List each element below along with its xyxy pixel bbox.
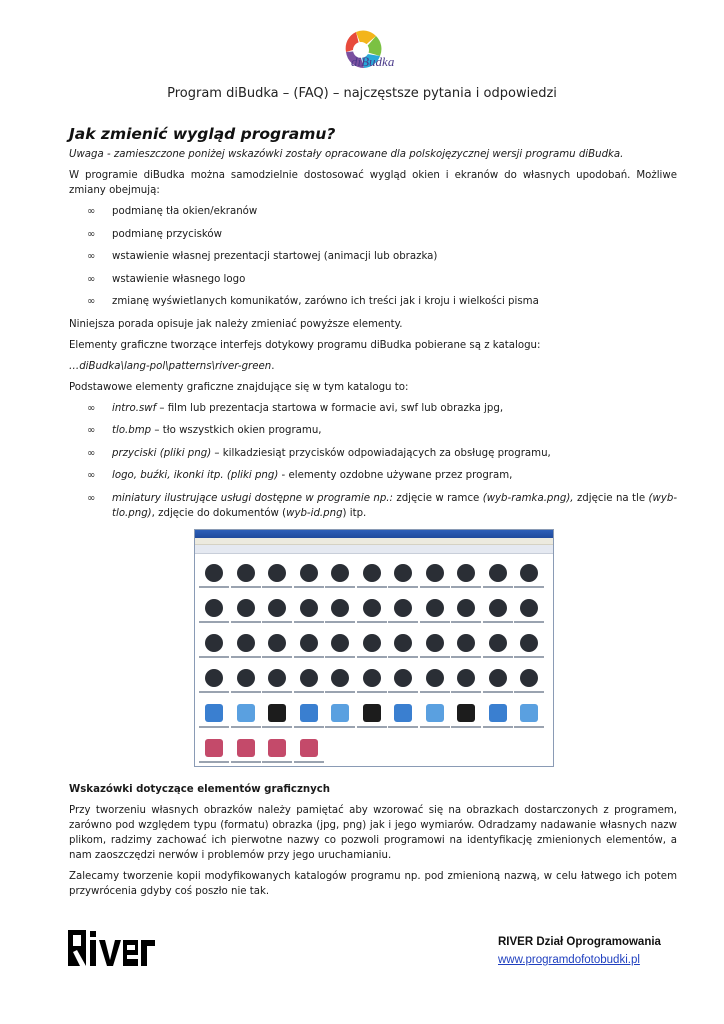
thumbnail-label: [231, 656, 261, 658]
thumbnail-icon: [363, 704, 381, 722]
thumbnail-label: [483, 726, 513, 728]
thumbnail-label: [199, 761, 229, 763]
thumbnail-icon: [331, 599, 349, 617]
thumbnail-label: [388, 586, 418, 588]
thumbnail-label: [483, 621, 513, 623]
thumbnail-label: [483, 586, 513, 588]
thumbnail-icon: [331, 564, 349, 582]
thumbnail-icon: [205, 704, 223, 722]
thumbnail-icon: [331, 704, 349, 722]
thumbnail-icon: [268, 669, 286, 687]
thumbnail-label: [262, 586, 292, 588]
thumbnail-label: [388, 621, 418, 623]
thumbnail-icon: [394, 704, 412, 722]
thumbnail-icon: [457, 704, 475, 722]
thumbnail-label: [294, 726, 324, 728]
thumbnail-label: [388, 726, 418, 728]
thumbnail-icon: [268, 704, 286, 722]
thumbnail-label: [483, 656, 513, 658]
infinity-bullet-icon: ∞: [87, 447, 96, 459]
thumbnail-icon: [268, 564, 286, 582]
list-item: ∞ tlo.bmp – tło wszystkich okien programu,: [87, 425, 322, 436]
screenshot-titlebar: [195, 530, 553, 538]
thumbnail-label: [514, 586, 544, 588]
thumbnail-label: [514, 726, 544, 728]
thumbnail-label: [262, 691, 292, 693]
list-item: ∞ logo, buźki, ikonki itp. (pliki png) - elementy ozdobne używane przez program,: [87, 470, 513, 481]
thumbnail-icon: [363, 669, 381, 687]
thumbnail-icon: [489, 704, 507, 722]
thumbnail-label: [357, 586, 387, 588]
thumbnail-icon: [520, 564, 538, 582]
thumbnail-icon: [268, 739, 286, 757]
thumbnail-icon: [489, 669, 507, 687]
infinity-bullet-icon: ∞: [87, 402, 96, 414]
thumbnail-label: [294, 586, 324, 588]
thumbnail-icon: [205, 669, 223, 687]
thumbnail-label: [451, 691, 481, 693]
thumbnail-label: [231, 691, 261, 693]
advice-paragraph: Niniejsza porada opisuje jak należy zmieniać powyższe elementy.: [69, 318, 403, 330]
thumbnail-icon: [489, 634, 507, 652]
section-heading: Jak zmienić wygląd programu?: [69, 125, 336, 143]
thumbnail-icon: [268, 634, 286, 652]
thumbnail-icon: [489, 599, 507, 617]
thumbnail-icon: [205, 599, 223, 617]
thumbnail-label: [325, 726, 355, 728]
thumbnail-label: [325, 586, 355, 588]
intro-paragraph: W programie diBudka można samodzielnie dostosować wygląd okien i ekranów do własnych upodobań. Możliwe zmiany obejmują:: [69, 170, 677, 196]
river-logo-icon: [68, 928, 156, 968]
thumbnail-label: [199, 621, 229, 623]
thumbnail-icon: [426, 704, 444, 722]
thumbnail-icon: [520, 599, 538, 617]
thumbnail-icon: [237, 634, 255, 652]
thumbnail-icon: [363, 634, 381, 652]
infinity-bullet-icon: ∞: [87, 228, 96, 240]
footer-url-link[interactable]: www.programdofotobudki.pl: [498, 954, 640, 966]
thumbnail-label: [294, 691, 324, 693]
thumbnail-icon: [457, 564, 475, 582]
thumbnail-label: [357, 726, 387, 728]
thumbnail-icon: [394, 669, 412, 687]
infinity-bullet-icon: ∞: [87, 470, 96, 481]
thumbnail-label: [420, 621, 450, 623]
thumbnail-label: [451, 621, 481, 623]
thumbnail-icon: [331, 669, 349, 687]
thumbnail-label: [262, 761, 292, 763]
infinity-bullet-icon: ∞: [87, 206, 96, 217]
infinity-bullet-icon: ∞: [87, 296, 96, 307]
thumbnail-label: [262, 621, 292, 623]
list-item: ∞ miniatury ilustrujące usługi dostępne w programie np.: zdjęcie w ramce (wyb-ramka.png), zdjęcie na tle (wyb-tlo.png), zdjęcie do dokumentów (wyb-id.png) itp.: [87, 492, 678, 519]
thumbnail-label: [325, 691, 355, 693]
list-item: ∞ wstawienie własnego logo: [87, 273, 246, 285]
thumbnail-icon: [331, 634, 349, 652]
thumbnail-icon: [426, 599, 444, 617]
thumbnail-label: [294, 761, 324, 763]
infinity-bullet-icon: ∞: [87, 251, 96, 262]
footer-department: RIVER Dział Oprogramowania: [498, 936, 661, 948]
thumbnail-label: [325, 621, 355, 623]
thumbnail-icon: [300, 704, 318, 722]
thumbnail-label: [357, 691, 387, 693]
thumbnail-label: [199, 691, 229, 693]
thumbnail-icon: [237, 704, 255, 722]
thumbnail-icon: [394, 599, 412, 617]
list-item: ∞ podmianę przycisków: [87, 228, 222, 240]
list-item: ∞ intro.swf – film lub prezentacja startowa w formacie avi, swf lub obrazka jpg,: [87, 402, 504, 414]
elements-paragraph: Elementy graficzne tworzące interfejs dotykowy programu diBudka pobierane są z katalogu:: [69, 339, 541, 351]
thumbnail-icon: [426, 669, 444, 687]
thumbnail-icon: [300, 669, 318, 687]
thumbnail-label: [231, 586, 261, 588]
thumbnail-label: [231, 726, 261, 728]
thumbnail-label: [294, 621, 324, 623]
thumbnail-label: [420, 656, 450, 658]
thumbnail-label: [514, 621, 544, 623]
thumbnail-label: [388, 656, 418, 658]
thumbnail-icon: [205, 739, 223, 757]
thumbnail-label: [514, 691, 544, 693]
document-content: [69, 124, 677, 905]
screenshot-icon-grid: [195, 554, 553, 766]
thumbnail-icon: [363, 599, 381, 617]
thumbnail-label: [294, 656, 324, 658]
thumbnail-label: [199, 726, 229, 728]
thumbnail-icon: [520, 669, 538, 687]
thumbnail-icon: [237, 599, 255, 617]
list-item: ∞ wstawienie własnej prezentacji startowej (animacji lub obrazka): [87, 251, 438, 262]
infinity-bullet-icon: ∞: [87, 492, 96, 504]
language-note: Uwaga - zamieszczone poniżej wskazówki zostały opracowane dla polskojęzycznej wersji programu diBudka.: [69, 149, 624, 160]
thumbnail-icon: [237, 564, 255, 582]
document-header-title: Program diBudka – (FAQ) – najczęstsze pytania i odpowiedzi: [167, 86, 557, 101]
thumbnail-label: [357, 656, 387, 658]
thumbnail-icon: [237, 739, 255, 757]
thumbnail-label: [514, 656, 544, 658]
thumbnail-icon: [205, 634, 223, 652]
thumbnail-label: [231, 621, 261, 623]
list-item: ∞ podmianę tła okien/ekranów: [87, 206, 258, 217]
thumbnail-icon: [394, 634, 412, 652]
thumbnail-label: [451, 726, 481, 728]
thumbnail-icon: [426, 634, 444, 652]
screenshot-menubar: [195, 538, 553, 545]
thumbnail-label: [262, 726, 292, 728]
files-list: [69, 401, 677, 521]
thumbnail-label: [262, 656, 292, 658]
thumbnail-icon: [300, 634, 318, 652]
explorer-screenshot-image: [194, 529, 554, 767]
thumbnail-icon: [457, 634, 475, 652]
thumbnail-label: [357, 621, 387, 623]
infinity-bullet-icon: ∞: [87, 273, 96, 285]
thumbnail-label: [451, 586, 481, 588]
thumbnail-icon: [300, 739, 318, 757]
thumbnail-icon: [300, 599, 318, 617]
thumbnail-label: [388, 691, 418, 693]
thumbnail-icon: [237, 669, 255, 687]
thumbnail-icon: [268, 599, 286, 617]
thumbnail-label: [451, 656, 481, 658]
thumbnail-label: [199, 656, 229, 658]
list-item: ∞ zmianę wyświetlanych komunikatów, zarówno ich treści jak i kroju i wielkości pisma: [87, 296, 539, 307]
thumbnail-label: [420, 691, 450, 693]
thumbnail-icon: [489, 564, 507, 582]
thumbnail-label: [325, 656, 355, 658]
thumbnail-icon: [457, 599, 475, 617]
thumbnail-label: [231, 761, 261, 763]
thumbnail-label: [420, 726, 450, 728]
thumbnail-icon: [300, 564, 318, 582]
directory-path: …diBudka\lang-pol\patterns\river-green.: [69, 360, 275, 372]
thumbnail-label: [199, 586, 229, 588]
thumbnail-icon: [426, 564, 444, 582]
thumbnail-icon: [205, 564, 223, 582]
logo-text: diBudka: [351, 54, 395, 69]
thumbnail-icon: [457, 669, 475, 687]
basic-elements-paragraph: Podstawowe elementy graficzne znajdujące się w tym katalogu to:: [69, 381, 409, 393]
thumbnail-icon: [363, 564, 381, 582]
list-item: ∞ przyciski (pliki png) – kilkadziesiąt przycisków odpowiadających za obsługę programu,: [87, 447, 551, 459]
thumbnail-icon: [520, 704, 538, 722]
thumbnail-icon: [394, 564, 412, 582]
thumbnail-label: [483, 691, 513, 693]
infinity-bullet-icon: ∞: [87, 425, 96, 436]
screenshot-toolbar: [195, 545, 553, 554]
thumbnail-icon: [520, 634, 538, 652]
tips-paragraph: Przy tworzeniu własnych obrazków należy pamiętać aby wzorować się na obrazkach dostarczonych z programem, zarówno pod względem typu (formatu) obrazka (jpg, png) jak i jego wymiarów. Odradzamy nadawanie własnych nazw plikom, radzimy zachować ich pierwotne nazwy co pozwoli programowi na identyfikację zmienionych elementów, a nam zaoszczędzi nerwów i problemów przy jego uruchamianiu.: [69, 804, 677, 861]
thumbnail-label: [420, 586, 450, 588]
changes-list: [69, 204, 677, 309]
subsection-heading: Wskazówki dotyczące elementów graficznych: [69, 783, 331, 795]
backup-paragraph: Zalecamy tworzenie kopii modyfikowanych katalogów programu np. pod zmienioną nazwą, w celu łatwego ich potem przywrócenia gdyby coś poszło nie tak.: [69, 870, 677, 897]
